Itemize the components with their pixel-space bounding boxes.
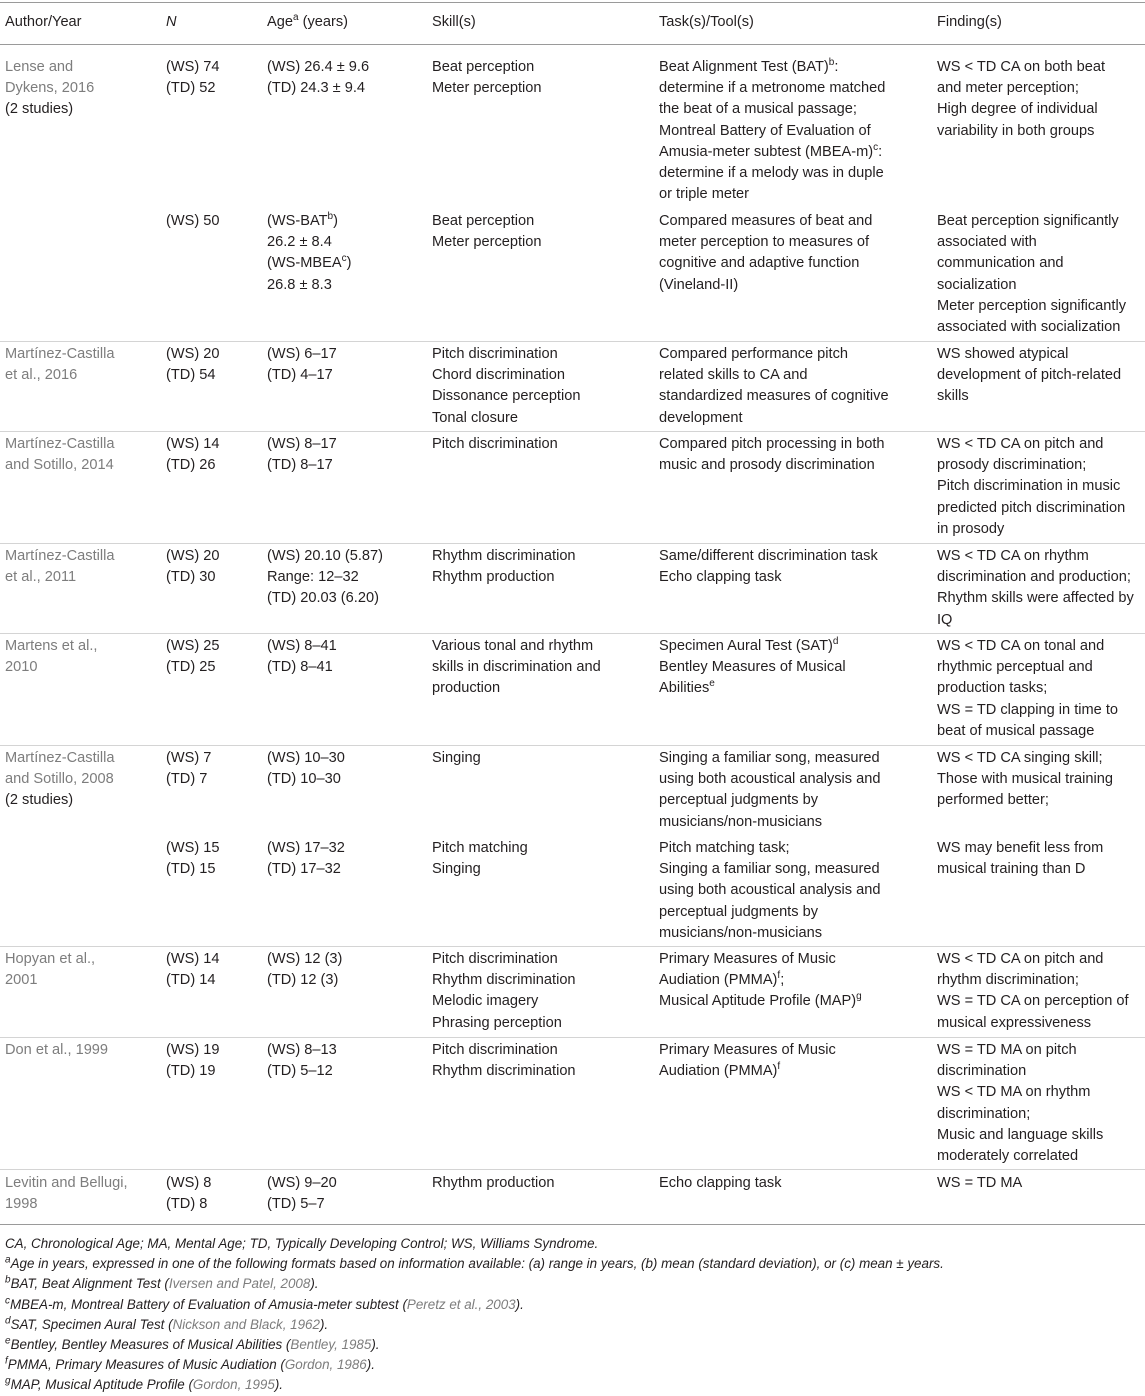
footnote-text: ). (319, 1317, 329, 1332)
footnote-mark: g (856, 991, 862, 1003)
footnote-text: Bentley, Bentley Measures of Musical Abilities ( (10, 1337, 291, 1352)
header-age (267, 12, 422, 33)
footnote-mark: c (873, 141, 879, 153)
author-year-cell: Levitin and Bellugi, 1998 (5, 1175, 128, 1213)
author-year-cell: Hopyan et al., 2001 (5, 951, 96, 989)
citation-link[interactable]: Gordon, 1995 (192, 1377, 275, 1392)
row-divider (0, 745, 1145, 746)
age-cell: (WS) 20.10 (5.87) Range: 12–32 (TD) 20.03 (6.20) (267, 548, 383, 607)
finding-cell: WS < TD CA singing skill; Those with musical training performed better; (937, 750, 1114, 809)
footnote-mark: d (832, 636, 839, 648)
citation-link[interactable]: Iversen and Patel, 2008 (168, 1276, 311, 1291)
finding-cell: WS may benefit less from musical training than D (937, 840, 1104, 878)
footnote-text: MAP, Musical Aptitude Profile ( (10, 1377, 193, 1392)
row-divider (0, 1169, 1145, 1170)
n-cell: (WS) 15 (TD) 15 (166, 840, 220, 878)
footnote-text: Age in years, expressed in one of the following formats based on information available: (a) range in years, (b) mean (standard deviation), or (c) mean ± years. (10, 1256, 944, 1271)
skills-cell: Singing (432, 750, 481, 766)
task-cell: Compared pitch processing in both music and prosody discrimination (659, 436, 885, 474)
author-year-text: Lense and Dykens, 2016 (5, 59, 95, 97)
skills-cell: Beat perception Meter perception (432, 59, 542, 97)
finding-cell: WS < TD CA on tonal and rhythmic perceptual and production tasks; WS = TD clapping in time to beat of musical passage (937, 638, 1119, 739)
age-cell: (WS) 8–17 (TD) 8–17 (267, 436, 337, 474)
task-text: Primary Measures of Music Audiation (PMMA) (659, 1042, 836, 1080)
author-note: (2 studies) (5, 792, 74, 809)
task-cell (659, 1040, 929, 1082)
footnote-text: ). (310, 1276, 319, 1291)
footnote-text: SAT, Specimen Aural Test ( (10, 1317, 173, 1332)
task-text: ; Musical Aptitude Profile (MAP) (659, 972, 857, 1010)
finding-cell: WS < TD CA on both beat and meter perception; High degree of individual variability in both groups (937, 59, 1106, 139)
task-cell: Compared measures of beat and meter perception to measures of cognitive and adaptive function (Vineland-II) (659, 213, 873, 293)
skills-cell: Rhythm production (432, 1175, 555, 1191)
skills-cell: Pitch discrimination (432, 436, 558, 452)
header-author-year: Author/Year (5, 14, 82, 30)
n-cell: (WS) 7 (TD) 7 (166, 750, 212, 788)
task-text: Specimen Aural Test (SAT) (659, 638, 833, 654)
task-cell: Same/different discrimination task Echo clapping task (659, 548, 878, 586)
author-year-cell: Don et al., 1999 (5, 1042, 109, 1058)
footnote-text: PMMA, Primary Measures of Music Audiation ( (7, 1357, 285, 1372)
footnote-mark: f (777, 1061, 781, 1073)
skills-cell: Pitch discrimination Rhythm discrimination (432, 1042, 576, 1080)
task-cell: Pitch matching task; Singing a familiar song, measured using both acoustical analysis and perceptual judgments by musicians/non-musicians (659, 840, 881, 941)
n-cell: (WS) 20 (TD) 54 (166, 346, 220, 384)
row-divider (0, 1037, 1145, 1038)
finding-cell: WS = TD MA (937, 1175, 1023, 1191)
age-cell: (WS) 10–30 (TD) 10–30 (267, 750, 345, 788)
task-cell (659, 636, 929, 700)
task-text: : determine if a melody was in duple or triple meter (659, 143, 884, 203)
row-divider (0, 946, 1145, 947)
task-text: Beat Alignment Test (BAT) (659, 59, 829, 75)
task-text: : determine if a metronome matched the beat of a musical passage; Montreal Battery of Evaluation of Amusia-meter subtest (MBEA-m) (659, 59, 886, 160)
footnote-mark: b (5, 1274, 11, 1286)
header-findings: Finding(s) (937, 14, 1002, 30)
footnote-text: ). (274, 1377, 283, 1392)
author-year-cell: Martínez-Castilla et al., 2016 (5, 346, 115, 384)
footnote-text: MBEA-m, Montreal Battery of Evaluation of Amusia-meter subtest ( (10, 1297, 407, 1312)
footnote-mark: b (828, 57, 835, 69)
row-divider (0, 341, 1145, 342)
footnote (5, 1274, 1140, 1294)
task-cell: Compared performance pitch related skills to CA and standardized measures of cognitive development (659, 346, 889, 426)
table-top-rule (0, 2, 1145, 3)
header-tasks-tools: Task(s)/Tool(s) (659, 14, 754, 30)
footnote-text: ). (515, 1297, 524, 1312)
footnote-text: ). (366, 1357, 375, 1372)
row-divider (0, 633, 1145, 634)
header-bottom-rule (0, 44, 1145, 45)
author-year-cell: Martínez-Castilla and Sotillo, 2014 (5, 436, 115, 474)
header-age-units: (years) (298, 14, 348, 30)
citation-link[interactable]: Peretz et al., 2003 (406, 1297, 516, 1312)
finding-cell: WS < TD CA on pitch and rhythm discrimination; WS = TD CA on perception of musical expressiveness (937, 951, 1129, 1031)
age-text: (WS-BAT (267, 213, 328, 229)
header-n: N (166, 14, 177, 30)
header-age-label: Age (267, 14, 293, 30)
footnote (5, 1355, 1140, 1375)
age-cell: (WS) 8–41 (TD) 8–41 (267, 638, 337, 676)
task-text: Bentley Measures of Musical Abilities (659, 659, 846, 697)
n-cell: (WS) 14 (TD) 14 (166, 951, 220, 989)
footnote (5, 1254, 1140, 1274)
header-skills: Skill(s) (432, 14, 476, 30)
footnote-mark: d (5, 1315, 11, 1327)
age-cell: (WS) 12 (3) (TD) 12 (3) (267, 951, 343, 989)
footnote (5, 1375, 1140, 1395)
age-cell: (WS) 8–13 (TD) 5–12 (267, 1042, 337, 1080)
row-divider (0, 543, 1145, 544)
n-cell: (WS) 19 (TD) 19 (166, 1042, 220, 1080)
footnote-mark: c (5, 1295, 10, 1307)
header-age-footnote-mark: a (292, 12, 299, 24)
footnote-mark: f (777, 970, 781, 982)
task-cell (659, 57, 929, 205)
skills-cell: Various tonal and rhythm skills in discrimination and production (432, 638, 601, 697)
abbreviations-note: CA, Chronological Age; MA, Mental Age; TD, Typically Developing Control; WS, Williams Syndrome. (5, 1236, 599, 1251)
footnote (5, 1315, 1140, 1335)
row-divider (0, 431, 1145, 432)
footnote-mark: e (709, 678, 715, 690)
citation-link[interactable]: Nickson and Black, 1962 (172, 1317, 320, 1332)
footnote-text: BAT, Beat Alignment Test ( (10, 1276, 169, 1291)
skills-cell: Beat perception Meter perception (432, 213, 542, 251)
age-cell (267, 211, 422, 296)
task-text: Primary Measures of Music Audiation (PMMA) (659, 951, 836, 989)
n-cell: (WS) 74 (TD) 52 (166, 59, 220, 97)
n-cell: (WS) 14 (TD) 26 (166, 436, 220, 474)
age-cell: (WS) 6–17 (TD) 4–17 (267, 346, 337, 384)
age-cell: (WS) 9–20 (TD) 5–7 (267, 1175, 337, 1213)
table-header-row (0, 12, 1145, 36)
task-cell (659, 949, 929, 1013)
footnote (5, 1295, 1140, 1315)
n-cell: (WS) 50 (166, 213, 220, 229)
footnote-mark: a (5, 1254, 11, 1266)
footnote-mark: b (327, 211, 334, 223)
citation-link[interactable]: Bentley, 1985 (290, 1337, 372, 1352)
finding-cell: Beat perception significantly associated with communication and socialization Meter perception significantly associated with socialization (937, 213, 1126, 336)
skills-cell: Rhythm discrimination Rhythm production (432, 548, 576, 586)
author-note: (2 studies) (5, 101, 74, 118)
footnote-mark: f (5, 1355, 8, 1367)
finding-cell: WS = TD MA on pitch discrimination WS < TD MA on rhythm discrimination; Music and language skills moderately correlated (937, 1042, 1104, 1165)
finding-cell: WS showed atypical development of pitch-related skills (937, 346, 1122, 405)
footnote-mark: g (5, 1375, 11, 1387)
age-text: ) 26.8 ± 8.3 (267, 255, 352, 293)
skills-cell: Pitch discrimination Rhythm discrimination Melodic imagery Phrasing perception (432, 951, 576, 1031)
author-year-cell (5, 57, 155, 121)
author-year-cell: Martens et al., 2010 (5, 638, 98, 676)
age-text: ) 26.2 ± 8.4 (WS-MBEA (267, 213, 342, 272)
finding-cell: WS < TD CA on rhythm discrimination and production; Rhythm skills were affected by IQ (937, 548, 1134, 628)
age-cell: (WS) 17–32 (TD) 17–32 (267, 840, 345, 878)
n-cell: (WS) 20 (TD) 30 (166, 548, 220, 586)
task-cell: Echo clapping task (659, 1175, 782, 1191)
footnote-mark: e (5, 1335, 11, 1347)
footnote (5, 1335, 1140, 1355)
table-bottom-rule (0, 1224, 1145, 1225)
finding-cell: WS < TD CA on pitch and prosody discrimination; Pitch discrimination in music predicted pitch discrimination in prosody (937, 436, 1126, 537)
author-year-text: Martínez-Castilla and Sotillo, 2008 (5, 750, 115, 788)
skills-cell: Pitch discrimination Chord discrimination Dissonance perception Tonal closure (432, 346, 581, 426)
skills-cell: Pitch matching Singing (432, 840, 528, 878)
footnote-mark: c (341, 253, 347, 265)
citation-link[interactable]: Gordon, 1986 (284, 1357, 367, 1372)
footnote-text: ). (371, 1337, 380, 1352)
author-year-cell (5, 748, 155, 812)
n-cell: (WS) 25 (TD) 25 (166, 638, 220, 676)
author-year-cell: Martínez-Castilla et al., 2011 (5, 548, 115, 586)
age-cell: (WS) 26.4 ± 9.6 (TD) 24.3 ± 9.4 (267, 59, 370, 97)
task-cell: Singing a familiar song, measured using both acoustical analysis and perceptual judgments by musicians/non-musicians (659, 750, 881, 830)
n-cell: (WS) 8 (TD) 8 (166, 1175, 212, 1213)
